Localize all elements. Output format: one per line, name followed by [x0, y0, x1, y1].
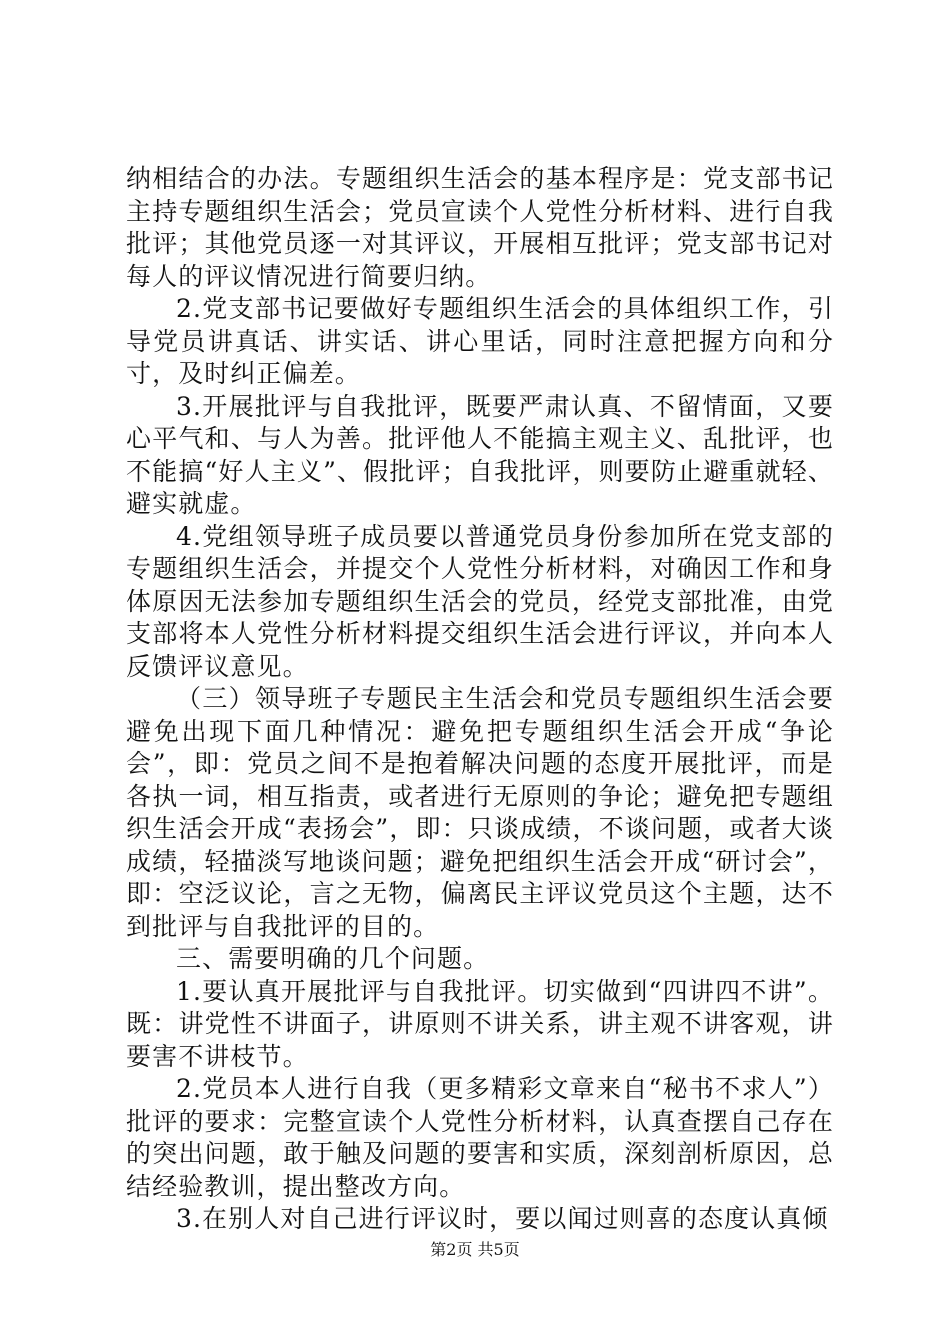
paragraph-continuation: 纳相结合的办法。专题组织生活会的基本程序是：党支部书记主持专题组织生活会；党员宣读个人党性分析材料、进行自我批评；其他党员逐一对其评议，开展相互批评；党支部书记对每人的评议情况进行简要归纳。: [126, 164, 834, 291]
section-heading-3: 三、需要明确的几个问题。: [176, 944, 490, 973]
paragraph-item-4: 4.党组领导班子成员要以普通党员身份参加所在党支部的专题组织生活会，并提交个人党性分析材料，对确因工作和身体原因无法参加专题组织生活会的党员，经党支部批准，由党支部将本人党性分析材料提交组织生活会进行评议，并向本人反馈评议意见。: [126, 521, 834, 681]
page-number: 第2页 共5页: [430, 1240, 520, 1259]
page-footer: [0, 1240, 950, 1260]
paragraph-question-2: 2.党员本人进行自我（更多精彩文章来自“秘书不求人”）批评的要求：完整宣读个人党性分析材料，认真查摆自己存在的突出问题，敢于触及问题的要害和实质，深刻剖析原因，总结经验教训，提出整改方向。: [126, 1074, 834, 1201]
paragraph-question-3: 3.在别人对自己进行评议时，要以闻过则喜的态度认真倾: [176, 1204, 829, 1233]
paragraph-section-3: （三）领导班子专题民主生活会和党员专题组织生活会要避免出现下面几种情况：避免把专题组织生活会开成“争论会”，即：党员之间不是抱着解决问题的态度开展批评，而是各执一词，相互指责，或者进行无原则的争论；避免把专题组织生活会开成“表扬会”，即：只谈成绩，不谈问题，或者大谈成绩，轻描淡写地谈问题；避免把组织生活会开成“研讨会”，即：空泛议论，言之无物，偏离民主评议党员这个主题，达不到批评与自我批评的目的。: [126, 684, 834, 941]
paragraph-question-1: 1.要认真开展批评与自我批评。切实做到“四讲四不讲”。既：讲党性不讲面子，讲原则不讲关系，讲主观不讲客观，讲要害不讲枝节。: [126, 976, 834, 1071]
paragraph-item-2: 2.党支部书记要做好专题组织生活会的具体组织工作，引导党员讲真话、讲实话、讲心里话，同时注意把握方向和分寸，及时纠正偏差。: [126, 294, 834, 388]
paragraph-item-3: 3.开展批评与自我批评，既要严肃认真、不留情面，又要心平气和、与人为善。批评他人不能搞主观主义、乱批评，也不能搞“好人主义”、假批评；自我批评，则要防止避重就轻、避实就虚。: [126, 391, 834, 518]
document-body: [126, 163, 834, 1236]
